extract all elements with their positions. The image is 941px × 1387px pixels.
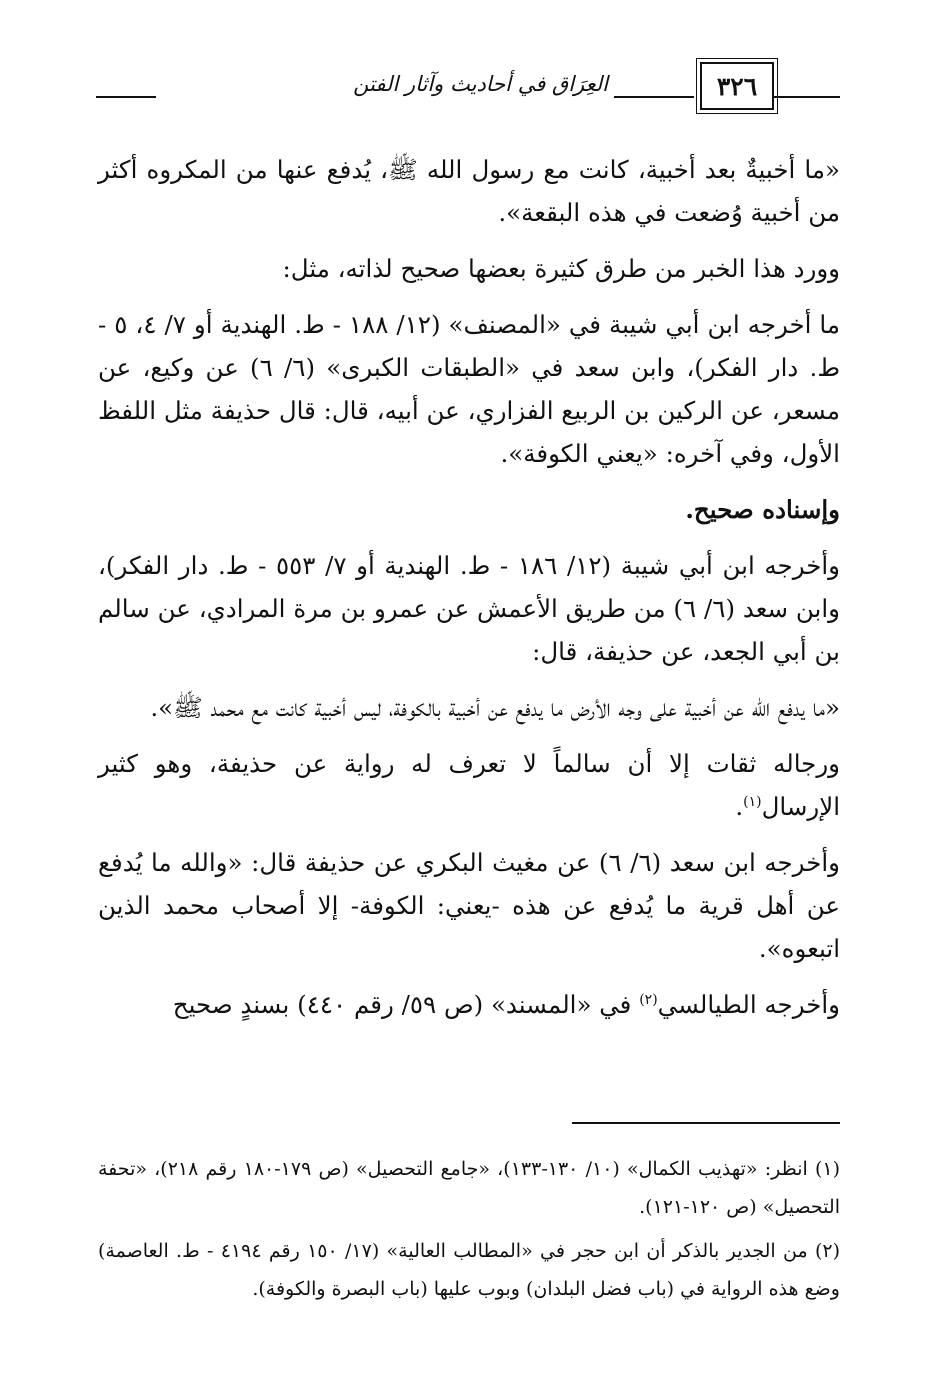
source-4-start: وأخرجه الطيالسي: [657, 990, 840, 1019]
header-rule-left: [96, 96, 156, 98]
footnote-1: (١) انظر: «تهذيب الكمال» (١٠/ ١٣٠-١٣٣)، «جامع التحصيل» (ص ١٧٩-١٨٠ رقم ٢١٨)، «تحفة التحصيل» (ص ١٢٠-١٢١).: [98, 1158, 841, 1218]
paragraph-source-3: وأخرجه ابن سعد (٦/ ٦) عن مغيث البكري عن حذيفة قال: «والله ما يُدفع عن أهل قرية ما يُدفع عن هذه -يعني: الكوفة- إلا أصحاب محمد الذين اتبعوه».: [98, 848, 840, 963]
source-4-rest: في «المسند» (ص ٥٩/ رقم ٤٤٠) بسندٍ صحيح: [172, 990, 640, 1019]
book-title: العِرَاق في أحاديث وآثار الفتن: [353, 72, 608, 96]
paragraph-quote-1: «ما أخبيةٌ بعد أخبية، كانت مع رسول الله ﷺ، يُدفع عنها من المكروه أكثر من أخبية وُضعت في هذه البقعة».: [98, 155, 840, 227]
paragraph-source-1: ما أخرجه ابن أبي شيبة في «المصنف» (١٢/ ١٨٨ - ط. الهندية أو ٧/ ٤، ٥ - ط. دار الفكر)، وابن سعد في «الطبقات الكبرى» (٦/ ٦) عن وكيع، عن مسعر، عن الركين بن الربيع الفزاري، عن أبيه، قال: قال حذيفة مثل اللفظ الأول، وفي آخره: «يعني الكوفة».: [98, 310, 841, 468]
paragraph-intro: وورد هذا الخبر من طرق كثيرة بعضها صحيح لذاته، مثل:: [282, 254, 840, 283]
footnotes: [98, 1150, 840, 1314]
paragraph-narrators: [98, 742, 840, 828]
paragraph-source-2: وأخرجه ابن أبي شيبة (١٢/ ١٨٦ - ط. الهندية أو ٧/ ٥٥٣ - ط. دار الفكر)، وابن سعد (٦/ ٦) من طريق الأعمش عن عمرو بن مرة المرادي، عن سالم بن أبي الجعد، عن حذيفة، قال:: [98, 551, 840, 666]
paragraph-quote-2: «ما يدفع الله عن أخبية على وجه الأرض ما يدفع عن أخبية بالكوفة، ليس أخبية كانت مع محمد ﷺ».: [150, 693, 840, 722]
footnote-2: (٢) من الجدير بالذكر أن ابن حجر في «المطالب العالية» (١٧/ ١٥٠ رقم ٤١٩٤ - ط. العاصمة) وضع هذه الرواية في (باب فضل البلدان) وبوب عليها (باب البصرة والكوفة).: [98, 1240, 840, 1300]
page-number: ٣٢٦: [716, 71, 758, 101]
footnote-ref-1[interactable]: (١): [743, 793, 762, 810]
narrators-text: ورجاله ثقات إلا أن سالماً لا تعرف له رواية عن حذيفة، وهو كثير الإرسال: [98, 749, 840, 821]
running-header: [96, 62, 840, 122]
footnote-ref-2[interactable]: (٢): [639, 991, 658, 1008]
paragraph-verdict: وإسناده صحيح.: [685, 495, 840, 524]
header-rule-middle: [614, 96, 694, 98]
header-rule-right: [774, 96, 840, 98]
paragraph-source-4: [98, 983, 840, 1026]
footnote-separator: [572, 1122, 840, 1124]
page-number-box: [700, 62, 774, 110]
main-text: [98, 148, 840, 1039]
narrators-end: .: [735, 792, 744, 821]
